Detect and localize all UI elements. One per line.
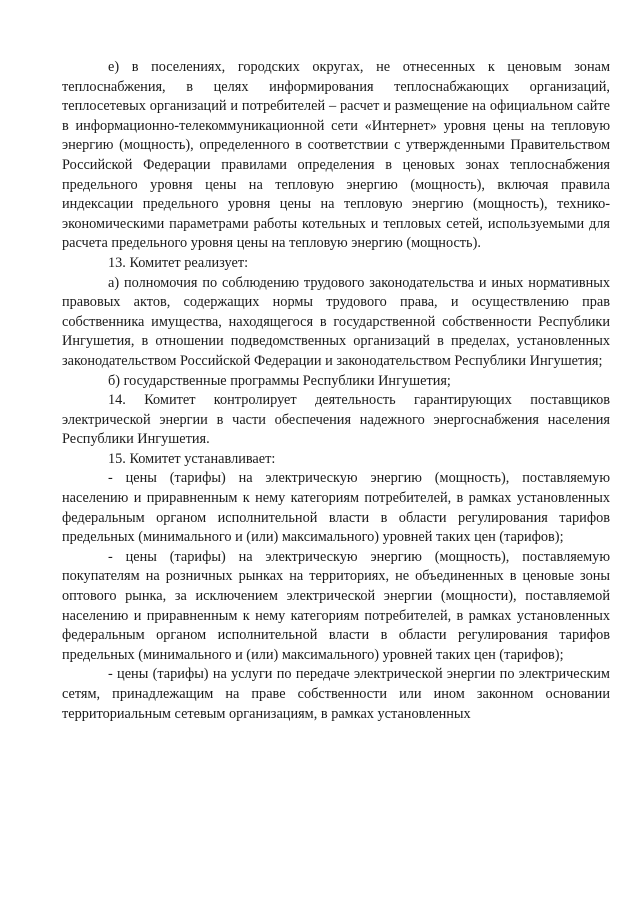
paragraph-item-b: б) государственные программы Республики Ингушетия; xyxy=(108,372,451,389)
paragraph-item-a: а) полномочия по соблюдению трудового законодательства и иных нормативных правовых актов, содержащих нормы трудового права, и осуществлению прав собственника имущества, находящегося в государственной собственности Республики Ингушетия, в отношении подведомственных организаций в пределах, установленных законодательством Российской Федерации и законодательством Республики Ингушетия; xyxy=(62,274,610,369)
paragraph-15-bullet-3: - цены (тарифы) на услуги по передаче электрической энергии по электрическим сетям, принадлежащим на праве собственности или ином законном основании территориальным сетевым организациям, в рамках установленных xyxy=(62,666,610,722)
document-page xyxy=(62,58,610,724)
paragraph-14: 14. Комитет контролирует деятельность гарантирующих поставщиков электрической энергии в части обеспечения надежного энергоснабжения населения Республики Ингушетия. xyxy=(62,392,610,448)
paragraph-item-e: е) в поселениях, городских округах, не отнесенных к ценовым зонам теплоснабжения, в целях информирования теплоснабжающих организаций, теплосетевых организаций и потребителей – расчет и размещение на официальном сайте в информационно-телекоммуникационной сети «Интернет» уровня цены на тепловую энергию (мощность), определенного в соответствии с утвержденными Правительством Российской Федерации правилами определения в ценовых зонах теплоснабжения предельного уровня цены на тепловую энергию (мощность), включая правила индексации предельного уровня цены на тепловую энергию (мощность), технико-экономическими параметрами работы котельных и тепловых сетей, используемыми для расчета предельного уровня цены на тепловую энергию (мощность). xyxy=(62,59,610,252)
paragraph-13-heading: 13. Комитет реализует: xyxy=(108,254,249,271)
paragraph-15-heading: 15. Комитет устанавливает: xyxy=(108,450,276,467)
paragraph-15-bullet-2: - цены (тарифы) на электрическую энергию (мощность), поставляемую покупателям на розничных рынках на территориях, не объединенных в ценовые зоны оптового рынка, за исключением электрической энергии (мощности), поставляемой населению и приравненным к нему категориям потребителей, в рамках установленных федеральным органом исполнительной власти в области регулирования тарифов предельных (минимального и (или) максимального) уровней таких цен (тарифов); xyxy=(62,548,610,663)
paragraph-15-bullet-1: - цены (тарифы) на электрическую энергию (мощность), поставляемую населению и приравненным к нему категориям потребителей, в рамках установленных федеральным органом исполнительной власти в области регулирования тарифов предельных (минимального и (или) максимального) уровней таких цен (тарифов); xyxy=(62,470,610,546)
